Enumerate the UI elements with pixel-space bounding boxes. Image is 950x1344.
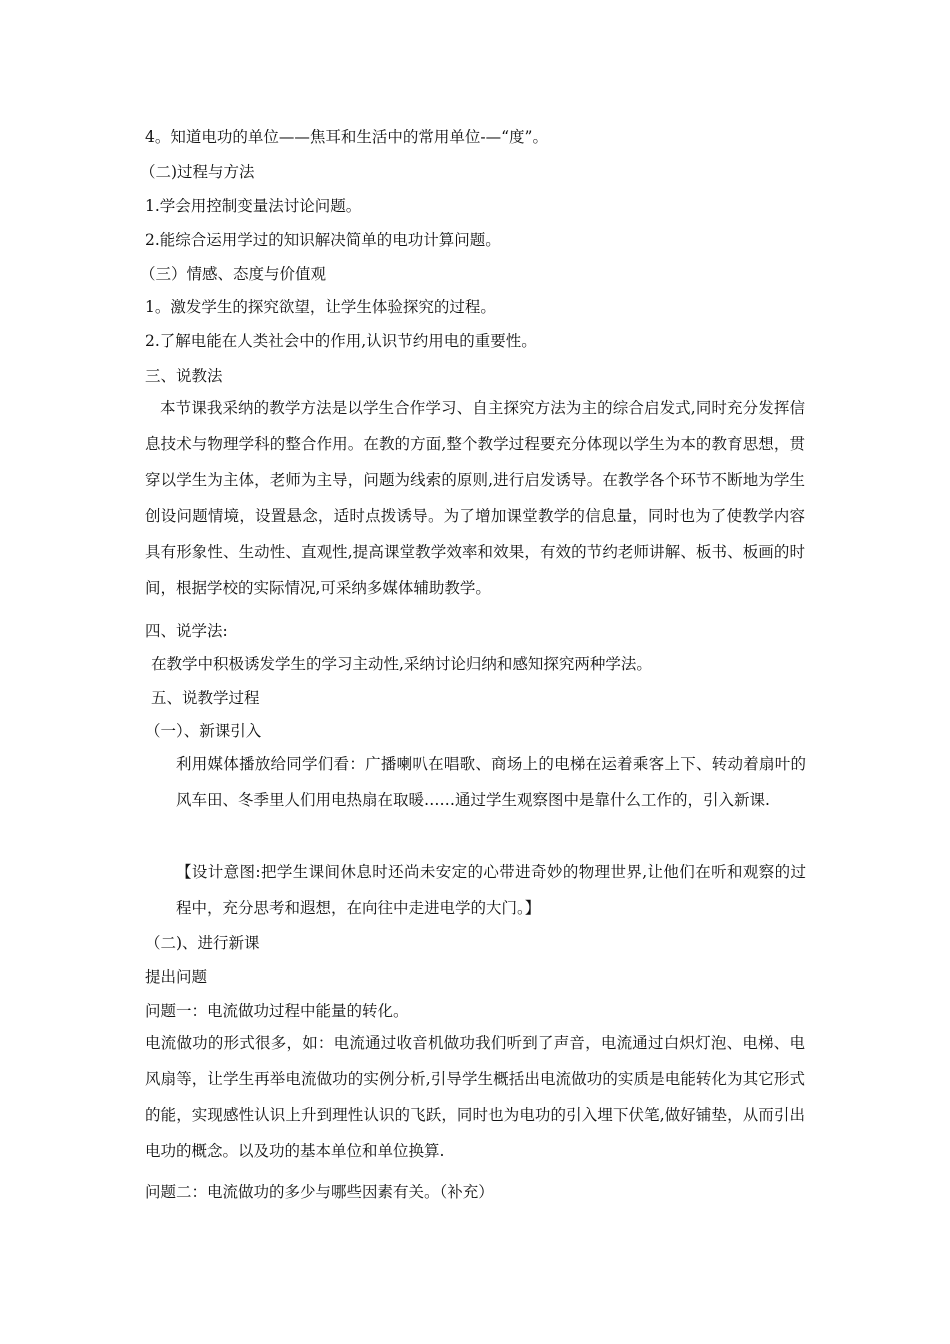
step-1-new-lesson-intro: （一）、新课引入 — [145, 722, 262, 740]
question-1-paragraph: 电流做功的形式很多，如：电流通过收音机做功我们听到了声音，电流通过白炽灯泡、电梯、电风扇等，让学生再举电流做功的实例分析,引导学生概括出电流做功的实质是电能转化为其它形式的能，实现感性认识上升到理性认识的飞跃，同时也为电功的引入埋下伏笔,做好铺垫，从而引出电功的概念。以及功的基本单位和单位换算. — [145, 1034, 805, 1160]
objective-4-unit-of-work: 4。知道电功的单位——焦耳和生活中的常用单位-—“度”。 — [145, 128, 548, 146]
design-intent-paragraph: 【设计意图:把学生课间休息时还尚未安定的心带进奇妙的物理世界,让他们在听和观察的过程中，充分思考和遐想，在向往中走进电学的大门。】 — [176, 863, 806, 917]
values-item-1: 1。激发学生的探究欲望，让学生体验探究的过程。 — [145, 298, 496, 316]
intro-paragraph: 利用媒体播放给同学们看：广播喇叭在唱歌、商场上的电梯在运着乘客上下、转动着扇叶的风车田、冬季里人们用电热扇在取暖……通过学生观察图中是靠什么工作的，引入新课. — [176, 755, 806, 809]
section-process-and-method: （二)过程与方法 — [140, 163, 255, 181]
question-2: 问题二：电流做功的多少与哪些因素有关。（补充） — [145, 1183, 494, 1201]
question-1: 问题一：电流做功过程中能量的转化。 — [145, 1002, 409, 1020]
learning-method-text: 在教学中积极诱发学生的学习主动性,采纳讨论归纳和感知探究两种学法。 — [151, 655, 652, 673]
teaching-method-paragraph: 本节课我采纳的教学方法是以学生合作学习、自主探究方法为主的综合启发式,同时充分发挥信息技术与物理学科的整合作用。在教的方面,整个教学过程要充分体现以学生为本的教育思想，贯穿以学生为主体，老师为主导，问题为线索的原则,进行启发诱导。在教学各个环节不断地为学生创设问题情境，设置悬念，适时点拨诱导。为了增加课堂教学的信息量，同时也为了使教学内容具有形象性、生动性、直观性,提高课堂教学效率和效果，有效的节约老师讲解、板书、板画的时间，根据学校的实际情况,可采纳多媒体辅助教学。 — [145, 399, 805, 597]
step-2-new-lesson: （二)、进行新课 — [145, 934, 260, 952]
values-item-2: 2.了解电能在人类社会中的作用,认识节约用电的重要性。 — [145, 332, 537, 350]
heading-learning-method: 四、说学法: — [145, 622, 228, 640]
heading-teaching-process: 五、说教学过程 — [151, 689, 260, 707]
section-emotion-attitude-values: （三）情感、态度与价值观 — [140, 265, 327, 283]
raise-questions-label: 提出问题 — [145, 968, 208, 986]
method-item-2: 2.能综合运用学过的知识解决简单的电功计算问题。 — [145, 231, 501, 249]
heading-teaching-method: 三、说教法 — [145, 367, 223, 385]
method-item-1: 1.学会用控制变量法讨论问题。 — [145, 197, 362, 215]
